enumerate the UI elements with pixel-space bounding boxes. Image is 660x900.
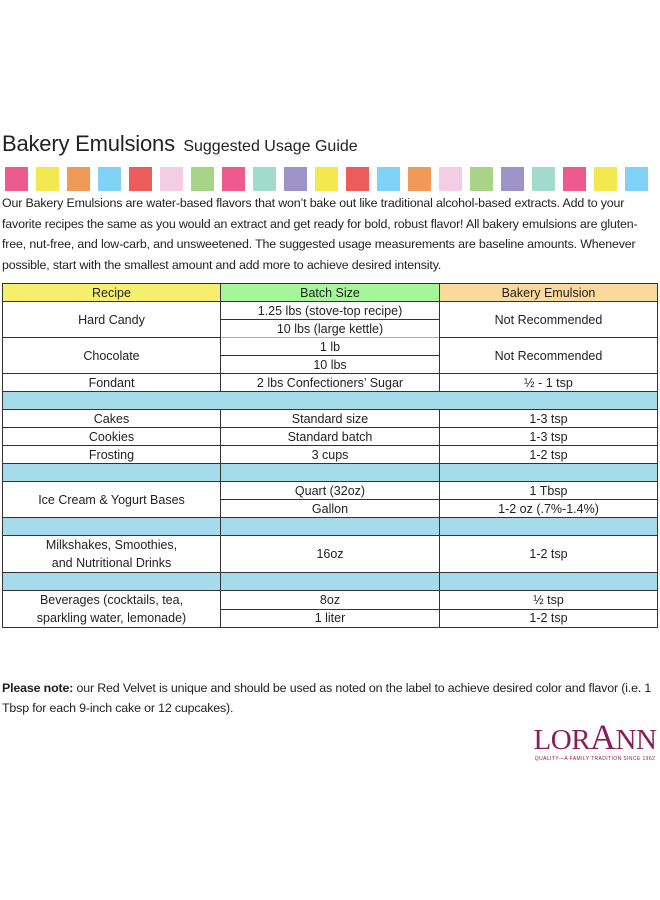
logo-tagline: QUALITY—A FAMILY TRADITION SINCE 1962 (534, 756, 656, 762)
color-swatch (222, 167, 245, 191)
color-swatch (625, 167, 648, 191)
header-batch-size: Batch Size (221, 284, 440, 302)
color-swatch (532, 167, 555, 191)
red-velvet-note (2, 678, 658, 718)
color-swatch (191, 167, 214, 191)
color-swatch (98, 167, 121, 191)
separator-cell (221, 573, 440, 591)
color-swatch (346, 167, 369, 191)
color-swatch (563, 167, 586, 191)
separator-cell (3, 392, 658, 410)
recipe-cell (3, 536, 221, 573)
color-swatch (594, 167, 617, 191)
color-swatch (470, 167, 493, 191)
batch-cell: 10 lbs (221, 356, 440, 374)
color-swatch (36, 167, 59, 191)
recipe-text: Beverages (cocktails, tea, sparkling water, lemonade) (36, 593, 187, 625)
batch-cell: 1.25 lbs (stove-top recipe) (221, 302, 440, 320)
emulsion-cell: 1-2 tsp (440, 609, 658, 628)
separator-cell (440, 573, 658, 591)
color-swatch (501, 167, 524, 191)
header-bakery-emulsion: Bakery Emulsion (440, 284, 658, 302)
batch-cell: Standard size (221, 410, 440, 428)
separator-cell (3, 464, 221, 482)
recipe-cell: Hard Candy (3, 302, 221, 338)
table-row (3, 446, 658, 464)
table-row (3, 428, 658, 446)
batch-cell: 10 lbs (large kettle) (221, 320, 440, 338)
intro-paragraph: Our Bakery Emulsions are water-based flavors that won’t bake out like traditional alcohol-based extracts. Add to your favorite recipes the same as you would an extract and get ready for bold, robust flavor! All bakery emulsions are gluten-free, nut-free, and low-carb, and unsweetened. The suggested usage measurements are baseline amounts. Whenever possible, start with the smallest amount and add more to achieve desired intensity. (2, 196, 638, 272)
batch-cell: 2 lbs Confectioners’ Sugar (221, 374, 440, 392)
batch-cell: 8oz (221, 591, 440, 610)
batch-cell: 1 liter (221, 609, 440, 628)
emulsion-cell: 1 Tbsp (440, 482, 658, 500)
batch-cell: Quart (32oz) (221, 482, 440, 500)
recipe-cell: Chocolate (3, 338, 221, 374)
batch-cell: 16oz (221, 536, 440, 573)
emulsion-cell: 1-2 tsp (440, 536, 658, 573)
separator-cell (440, 464, 658, 482)
table-row (3, 374, 658, 392)
note-label: Please note: (2, 681, 74, 695)
recipe-cell: Frosting (3, 446, 221, 464)
table-row (3, 482, 658, 500)
separator-cell (3, 573, 221, 591)
emulsion-cell: ½ - 1 tsp (440, 374, 658, 392)
emulsion-cell: 1-2 tsp (440, 446, 658, 464)
logo-text-3: NN (615, 724, 657, 756)
title-sub: Suggested Usage Guide (183, 138, 358, 155)
separator-row (3, 573, 658, 591)
table-row (3, 302, 658, 320)
header-recipe: Recipe (3, 284, 221, 302)
color-swatch-strip (5, 167, 648, 191)
recipe-cell: Cookies (3, 428, 221, 446)
emulsion-cell: 1-3 tsp (440, 410, 658, 428)
color-swatch (67, 167, 90, 191)
page-title (2, 131, 358, 157)
separator-row (3, 392, 658, 410)
batch-cell: Standard batch (221, 428, 440, 446)
color-swatch (315, 167, 338, 191)
logo-text-2: A (590, 717, 616, 757)
table-row (3, 338, 658, 356)
separator-cell (221, 464, 440, 482)
color-swatch (129, 167, 152, 191)
table-header-row (3, 284, 658, 302)
separator-row (3, 464, 658, 482)
usage-guide-table (2, 283, 658, 628)
emulsion-cell: 1-3 tsp (440, 428, 658, 446)
logo-wordmark (530, 717, 660, 757)
emulsion-cell: ½ tsp (440, 591, 658, 610)
color-swatch (284, 167, 307, 191)
separator-row (3, 518, 658, 536)
color-swatch (5, 167, 28, 191)
color-swatch (377, 167, 400, 191)
recipe-cell: Ice Cream & Yogurt Bases (3, 482, 221, 518)
title-main: Bakery Emulsions (2, 131, 175, 156)
recipe-cell: Cakes (3, 410, 221, 428)
recipe-text: Milkshakes, Smoothies, and Nutritional Drinks (45, 538, 178, 570)
batch-cell: 3 cups (221, 446, 440, 464)
recipe-cell (3, 591, 221, 628)
batch-cell: 1 lb (221, 338, 440, 356)
separator-cell (440, 518, 658, 536)
color-swatch (160, 167, 183, 191)
emulsion-cell: 1-2 oz (.7%-1.4%) (440, 500, 658, 518)
table-row (3, 591, 658, 610)
emulsion-cell: Not Recommended (440, 302, 658, 338)
separator-cell (221, 518, 440, 536)
color-swatch (439, 167, 462, 191)
color-swatch (408, 167, 431, 191)
lorann-logo (530, 717, 660, 762)
emulsion-cell: Not Recommended (440, 338, 658, 374)
table-row (3, 536, 658, 573)
note-text: our Red Velvet is unique and should be used as noted on the label to achieve desired color and flavor (i.e. 1 Tbsp for each 9-inch cake or 12 cupcakes). (2, 681, 652, 715)
table-row (3, 410, 658, 428)
separator-cell (3, 518, 221, 536)
logo-text-1: LOR (533, 724, 591, 756)
color-swatch (253, 167, 276, 191)
batch-cell: Gallon (221, 500, 440, 518)
recipe-cell: Fondant (3, 374, 221, 392)
